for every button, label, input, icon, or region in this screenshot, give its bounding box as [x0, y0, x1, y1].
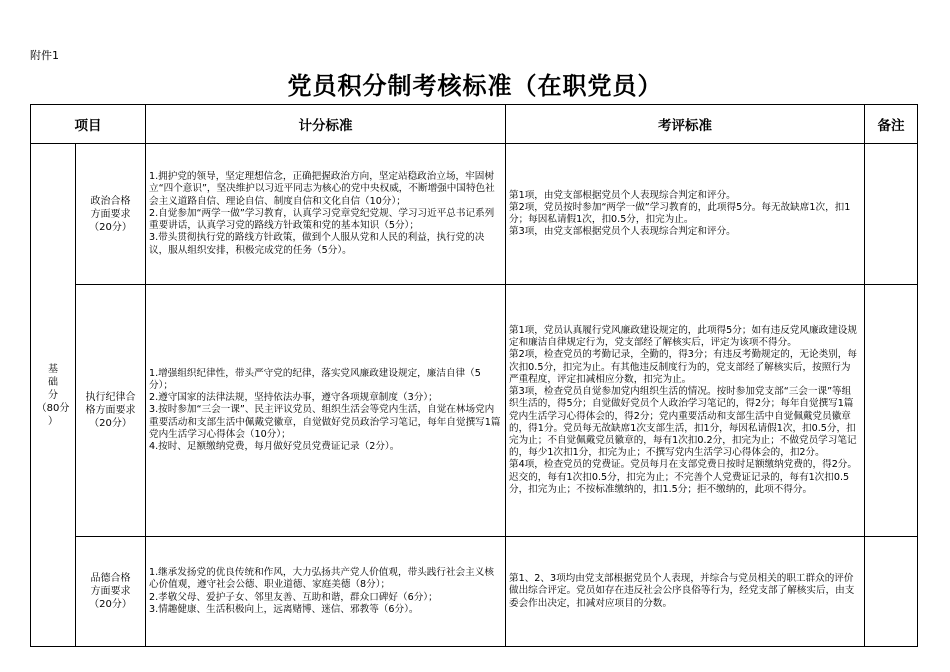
- category-line: 分: [48, 389, 58, 401]
- header-remark: 备注: [865, 105, 918, 144]
- evaluation-item: 第4项，检查党员的党费证。党员每月在支部党费日按时足额缴纳党费的，得2分。迟交的，每有1次扣0.5分，扣完为止；不完善个人党费证记录的，每有1次扣0.5分，扣完为止；不按标准缴纳的，扣1.5分；拒不缴纳的，此项不得分。: [509, 459, 857, 495]
- evaluation-cell: [506, 144, 865, 285]
- scoring-item: 1.拥护党的领导，坚定理想信念，正确把握政治方向，坚定站稳政治立场，牢固树立“四个意识”，坚决维护以习近平同志为核心的党中央权威，不断增强中国特色社会主义道路自信、理论自信、制度自信和文化自信（10分）；: [149, 171, 495, 207]
- evaluation-item: 第3项，检查党员自觉参加党内组织生活的情况。按时参加党支部“三会一课”等组织生活的，得5分；自觉做好党员个人政治学习笔记的，得2分；每年自觉撰写1篇党内生活学习心得体会的，得2分；党内重要活动和支部生活中自觉佩戴党员徽章的，得1分。党员每无故缺席1次支部生活，扣1分，每因私请假1次，扣0.5分，扣完为止；不自觉佩戴党员徽章的，每有1次扣0.2分，扣完为止；不做党员学习笔记的，每少1次扣1分，扣完为止；不撰写党内生活学习心得体会的，扣2分。: [509, 386, 857, 459]
- scoring-item: 2.遵守国家的法律法规，坚持依法办事，遵守各项规章制度（3分）；: [149, 392, 438, 404]
- scoring-cell: [146, 537, 506, 647]
- evaluation-item: 第1、2、3项均由党支部根据党员个人表现，并综合与党员相关的职工群众的评价做出综合评定。党员如存在违反社会公序良俗等行为，经党支部了解核实后，由支委会作出决定，扣减对应项目的分数。: [509, 573, 855, 609]
- evaluation-item: 第1项，由党支部根据党员个人表现综合判定和评分。: [509, 189, 736, 201]
- category-line: ）: [48, 415, 58, 427]
- subcategory-line: 品德合格: [90, 573, 131, 584]
- scoring-item: 4.按时、足额缴纳党费，每月做好党员党费证记录（2分）。: [149, 441, 400, 452]
- scoring-cell: [146, 285, 506, 537]
- table-row: [31, 537, 918, 647]
- scoring-item: 3.按时参加“三会一课”、民主评议党员、组织生活会等党内生活，自觉在林场党内重要活动和支部生活中佩戴党徽章，自觉做好党员政治学习笔记，每年自觉撰写1篇党内生活学习心得体会（10分）；: [149, 404, 501, 440]
- evaluation-item: 第2项，党员按时参加“两学一做”学习教育的，此项得5分。每无故缺席1次，扣1分；每因私请假1次，扣0.5分，扣完为止。: [509, 201, 851, 225]
- attachment-label: 附件1: [30, 49, 59, 62]
- category-line: （80分: [36, 402, 70, 414]
- remark-cell: [865, 285, 918, 537]
- category-line: 础: [48, 376, 58, 388]
- header-item: 项目: [31, 105, 146, 144]
- subcategory-line: （20分）: [89, 418, 132, 429]
- table-row: [31, 144, 918, 285]
- scoring-item: 3.情趣健康、生活积极向上，远离赌博、迷信、邪教等（6分）。: [149, 603, 419, 615]
- subcategory-line: 方面要求: [90, 586, 131, 597]
- evaluation-item: 第1项，党员认真履行党风廉政建设规定的，此项得5分；如有违反党风廉政建设规定和廉洁自律规定行为，党支部经了解核实后，评定为该项不得分。: [509, 325, 857, 349]
- subcategory-line: 执行纪律合: [85, 392, 136, 403]
- subcategory-line: 方面要求: [90, 208, 131, 220]
- scoring-item: 1.增强组织纪律性，带头严守党的纪律，落实党风廉政建设规定，廉洁自律（5分）；: [149, 367, 481, 391]
- remark-cell: [865, 144, 918, 285]
- subcategory-line: 政治合格: [90, 195, 131, 207]
- header-evaluation: 考评标准: [506, 105, 865, 144]
- scoring-item: 1.继承发扬党的优良传统和作风，大力弘扬共产党人价值观，带头践行社会主义核心价值观，遵守社会公德、职业道德、家庭美德（8分）；: [149, 567, 494, 591]
- table-row: [31, 285, 918, 537]
- scoring-item: 2.孝敬父母、爱护子女、邻里友善、互助和谐，群众口碑好（6分）；: [149, 591, 438, 603]
- subcategory-cell: [76, 285, 146, 537]
- subcategory-line: 格方面要求: [85, 405, 136, 416]
- subcategory-cell: [76, 144, 146, 285]
- assessment-table: [30, 104, 918, 647]
- subcategory-cell: [76, 537, 146, 647]
- header-scoring: 计分标准: [146, 105, 506, 144]
- scoring-cell: [146, 144, 506, 285]
- category-line: 基: [48, 363, 58, 375]
- subcategory-line: （20分）: [89, 221, 132, 233]
- subcategory-line: （20分）: [89, 599, 132, 610]
- scoring-item: 3.带头贯彻执行党的路线方针政策，做到个人服从党和人民的利益，执行党的决议，服从组织安排，积极完成党的任务（5分）。: [149, 232, 485, 256]
- scoring-item: 2.自觉参加“两学一做”学习教育，认真学习党章党纪党规、学习习近平总书记系列重要讲话，认真学习党的路线方针政策和党的基本知识（5分）；: [149, 207, 495, 232]
- evaluation-cell: [506, 537, 865, 647]
- category-cell: [31, 144, 76, 647]
- header-row: [31, 105, 918, 144]
- evaluation-item: 第2项，检查党员的考勤记录，全勤的，得3分；有违反考勤规定的，无论类别，每次扣0.5分，扣完为止。有其他违反制度行为的，党支部经了解核实后，按照行为严重程度，评定扣减相应分数，扣完为止。: [509, 349, 857, 385]
- remark-cell: [865, 537, 918, 647]
- evaluation-item: 第3项，由党支部根据党员个人表现综合判定和评分。: [509, 226, 736, 238]
- evaluation-cell: [506, 285, 865, 537]
- page-title: 党员积分制考核标准（在职党员）: [287, 72, 663, 100]
